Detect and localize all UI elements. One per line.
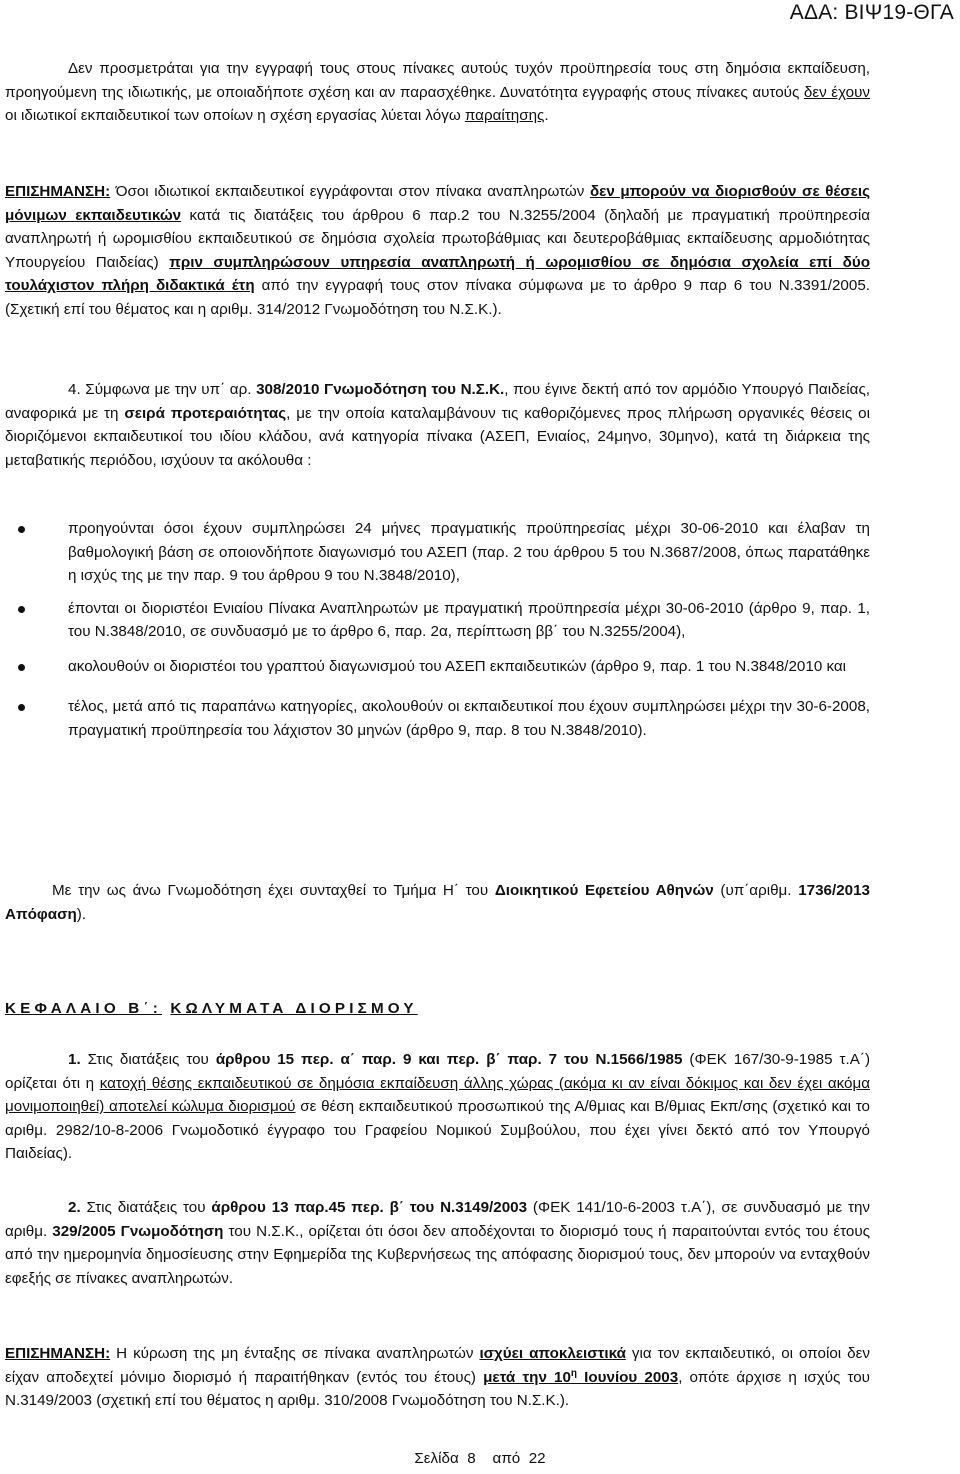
obstacle-1-paragraph: 1. Στις διατάξεις του άρθρου 15 περ. α΄ παρ. 9 και περ. β΄ παρ. 7 του Ν.1566/1985 (ΦΕΚ 167/30-9-1985 τ.Α΄) ορίζεται ότι η κατοχή θέσης εκπαιδευτικού σε δημόσια εκπαίδευση άλλης χώρας (ακόμα κι αν είναι δόκιμος και δεν έχει ακόμα μονιμοποιηθεί) αποτελεί κώλυμα διορισμού σε θέση εκπαιδευτικού προσωπικού της Α/θμιας και Β/θμιας Εκπ/σης (σχετικό και το αριθμ. 2982/10-8-2006 Γνωμοδοτικό έγγραφο του Γραφείου Νομικού Συμβούλου, που έχει γίνει δεκτό από τον Υπουργό Παιδείας). (5, 1051, 871, 1162)
bullet-icon (18, 526, 25, 533)
priority-list (5, 517, 870, 742)
obstacle-2-paragraph: 2. Στις διατάξεις του άρθρου 13 παρ.45 περ. β΄ του Ν.3149/2003 (ΦΕΚ 141/10-6-2003 τ.Α΄), σε συνδυασμό με την αριθμ. 329/2005 Γνωμοδότηση του Ν.Σ.Κ., ορίζεται ότι όσοι δεν αποδέχονται το διορισμό τους ή παραιτούνται εντός του έτους από την ημερομηνία δημοσίευσης στην Εφημερίδα της Κυβερνήσεως της απόφασης διορισμού τους, δεν μπορούν να ενταχθούν εφεξής σε πίνακες αναπληρωτών. (5, 1199, 870, 1287)
page-footer (0, 1447, 960, 1471)
chapter-heading: ΚΕΦΑΛΑΙΟ Β΄: ΚΩΛΥΜΑΤΑ ΔΙΟΡΙΣΜΟΥ (5, 1000, 418, 1017)
list-item: έπονται οι διοριστέοι Ενιαίου Πίνακα Αναπληρωτών με πραγματική προϋπηρεσία μέχρι 30-06-2010 (άρθρο 9, παρ. 1, του Ν.3848/2010, σε συνδυασμό με το άρθρο 6, παρ. 2α, περίπτωση ββ΄ του Ν.3255/2004), (5, 597, 870, 644)
paragraph-private-teachers: Δεν προσμετράται για την εγγραφή τους στους πίνακες αυτούς τυχόν προϋπηρεσία τους στη δημόσια εκπαίδευση, προηγούμενη της ιδιωτικής, με οποιαδήποτε σχέση και αν παρασχέθηκε. Δυνατότητα εγγραφής στους πίνακες αυτούς δεν έχουν οι ιδιωτικοί εκπαιδευτικοί των οποίων η σχέση εργασίας λύεται λόγω παραίτησης. (5, 60, 870, 124)
bullet-icon (18, 606, 25, 613)
page-total: 22 (528, 1450, 546, 1467)
ada-code: ΑΔΑ: ΒΙΨ19-ΘΓΑ (789, 1, 954, 24)
list-item: τέλος, μετά από τις παραπάνω κατηγορίες, ακολουθούν οι εκπαιδευτικοί που έχουν συμπληρώσει μέχρι την 30-6-2008, πραγματική προϋπηρεσία του λάχιστον 30 μηνών (άρθρο 9, παρ. 8 του Ν.3848/2010). (5, 695, 870, 742)
of-label: από (492, 1450, 521, 1467)
item-4-paragraph: 4. Σύμφωνα με την υπ΄ αρ. 308/2010 Γνωμοδότηση του Ν.Σ.Κ., που έγινε δεκτή από τον αρμόδιο Υπουργό Παιδείας, αναφορικά με τη σειρά προτεραιότητας, με την οποία καταλαμβάνουν τις καθοριζόμενες προς πλήρωση οργανικές θέσεις οι διοριζόμενοι εκπαιδευτικοί του ιδίου κλάδου, ανά κατηγορία πίνακα (ΑΣΕΠ, Ενιαίος, 24μηνο, 30μηνο), κατά τη διάρκεια της μεταβατικής περιόδου, ισχύουν τα ακόλουθα : (5, 381, 870, 469)
bullet-icon (18, 664, 25, 671)
page-label: Σελίδα (414, 1450, 459, 1467)
bullet-icon (18, 704, 25, 711)
note-substitutes: ΕΠΙΣΗΜΑΝΣΗ: Όσοι ιδιωτικοί εκπαιδευτικοί εγγράφονται στον πίνακα αναπληρωτών δεν μπορούν να διορισθούν σε θέσεις μόνιμων εκπαιδευτικών κατά τις διατάξεις του άρθρου 6 παρ.2 του Ν.3255/2004 (δηλαδή με πραγματική προϋπηρεσία αναπληρωτή ή ωρομισθίου εκπαιδευτικού σε δημόσια σχολεία πρωτοβάθμιας και δευτεροβάθμιας εκπαίδευσης αρμοδιότητας Υπουργείου Παιδείας) πριν συμπληρώσουν υπηρεσία αναπληρωτή ή ωρομισθίου σε δημόσια σχολεία επί δύο τουλάχιστον πλήρη διδακτικά έτη από την εγγραφή τους στον πίνακα σύμφωνα με το άρθρο 9 παρ 6 του Ν.3391/2005. (Σχετική επί του θέματος και η αριθμ. 314/2012 Γνωμοδότηση του Ν.Σ.Κ.). (5, 183, 871, 318)
page-number: 8 (467, 1450, 476, 1467)
list-item: προηγούνται όσοι έχουν συμπληρώσει 24 μήνες πραγματικής προϋπηρεσίας μέχρι 30-06-2010 και έλαβαν τη βαθμολογική βάση σε οποιονδήποτε διαγωνισμό του ΑΣΕΠ (παρ. 2 του άρθρου 5 του Ν.3687/2008, όπως παρατάθηκε η ισχύς της με την παρ. 9 του άρθρου 9 του Ν.3848/2010), (5, 517, 870, 588)
note-sanction: ΕΠΙΣΗΜΑΝΣΗ: Η κύρωση της μη ένταξης σε πίνακα αναπληρωτών ισχύει αποκλειστικά για τον εκπαιδευτικό, οι οποίοι δεν είχαν αποδεχτεί μόνιμο διορισμό ή παραιτήθηκαν (εντός του έτους) μετά την $10^\eta$ Ιουνίου 2003, οπότε άρχισε η ισχύς του Ν.3149/2003 (σχετική επί του θέματος η αριθμ. 310/2008 Γνωμοδότηση του Ν.Σ.Κ.). (5, 1345, 870, 1409)
list-item: ακολουθούν οι διοριστέοι του γραπτού διαγωνισμού του ΑΣΕΠ εκπαιδευτικών (άρθρο 9, παρ. 1 του Ν.3848/2010 και (5, 655, 870, 679)
court-opinion-paragraph: Με την ως άνω Γνωμοδότηση έχει συνταχθεί το Τμήμα Η΄ του Διοικητικού Εφετείου Αθηνών (υπ΄αριθμ. 1736/2013 Απόφαση). (5, 882, 870, 923)
